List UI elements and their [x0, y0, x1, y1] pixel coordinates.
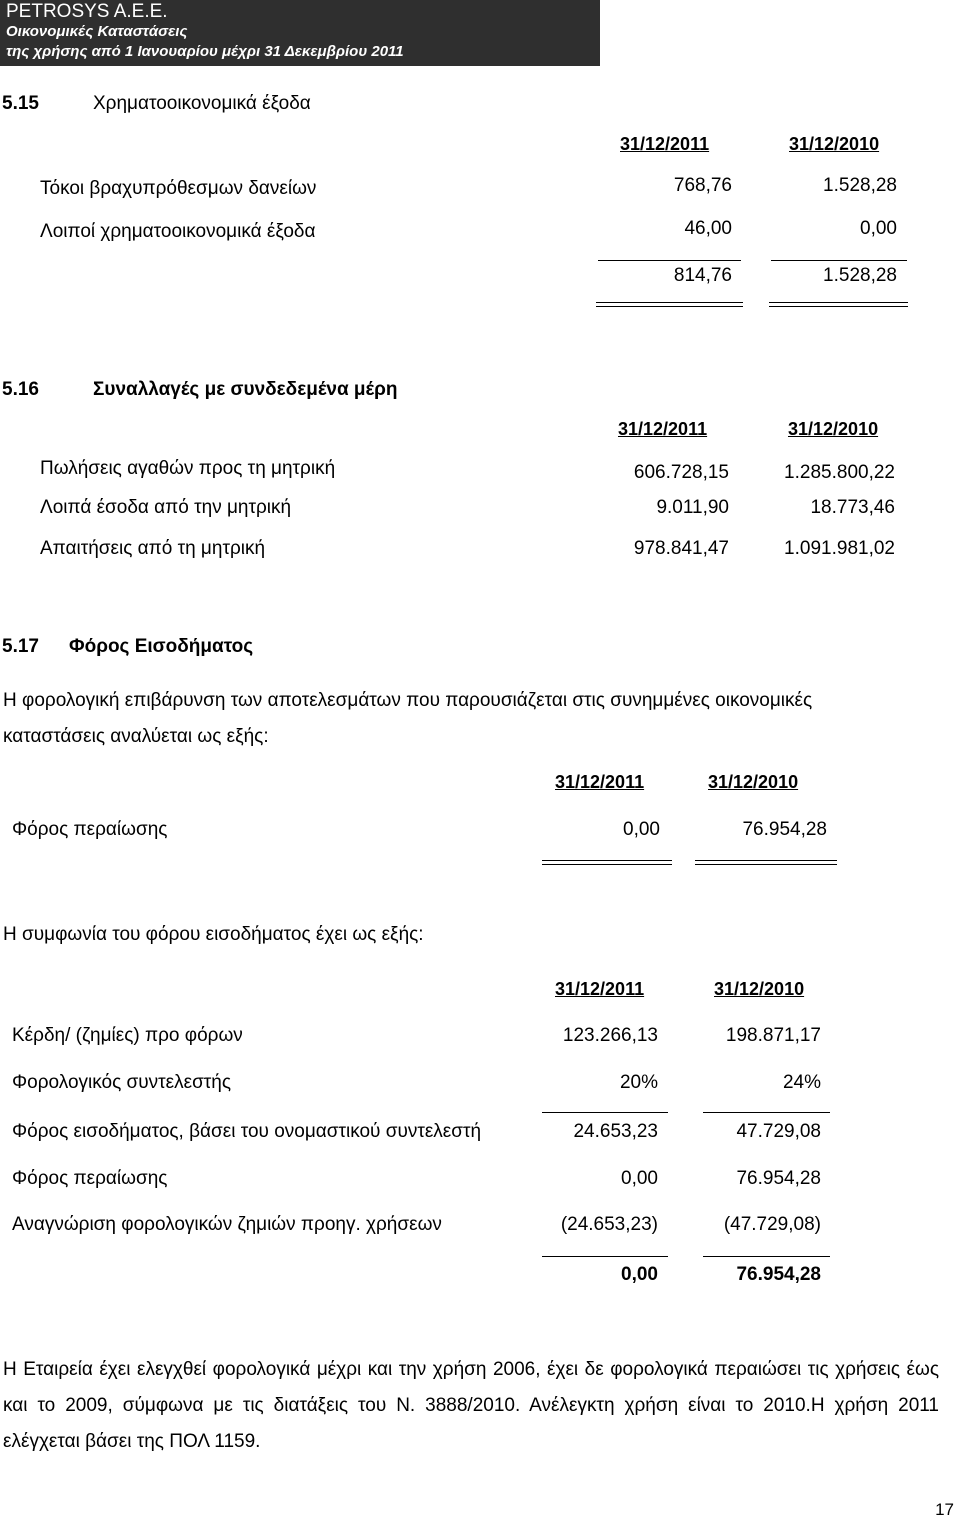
- table-cell-value: 24.653,23: [573, 1121, 658, 1142]
- table-cell-value: 20%: [619, 1072, 658, 1093]
- section-number-517: 5.17: [2, 636, 39, 657]
- table-cell-value: 198.871,17: [725, 1025, 821, 1046]
- table-cell-value: 1.285.800,22: [784, 462, 895, 483]
- s515-col-2010: 31/12/2010: [789, 134, 880, 154]
- table-cell-value: 768,76: [673, 175, 732, 196]
- subtotal-rule: [598, 260, 741, 261]
- total-value: 0,00: [621, 1264, 658, 1285]
- table-row-label: Φόρος περαίωσης: [12, 819, 168, 840]
- total-value: 1.528,28: [823, 265, 897, 286]
- section-number-515: 5.15: [2, 93, 39, 114]
- section-number-516: 5.16: [2, 379, 39, 400]
- table-cell-value: 1.528,28: [823, 175, 897, 196]
- table-row-label: Λοιπά έσοδα από την μητρική: [40, 497, 292, 518]
- table-cell-value: 123.266,13: [562, 1025, 658, 1046]
- total-double-rule: [542, 860, 672, 865]
- table-cell-value: 606.728,15: [633, 462, 729, 483]
- subtotal-rule: [703, 1256, 830, 1257]
- table-row-label: Απαιτήσεις από τη μητρική: [40, 538, 266, 559]
- total-value: 76.954,28: [736, 1264, 821, 1285]
- table-cell-value: 1.091.981,02: [784, 538, 895, 559]
- table-row-label: Κέρδη/ (ζημίες) προ φόρων: [12, 1025, 243, 1046]
- table-cell-value: 76.954,28: [742, 819, 827, 840]
- section-title-517: Φόρος Εισοδήματος: [69, 636, 254, 657]
- table-row-label: Λοιποί χρηματοοικονομικά έξοδα: [40, 221, 316, 242]
- s516-col-2010: 31/12/2010: [788, 419, 879, 439]
- subtotal-rule: [542, 1256, 668, 1257]
- company-name: PETROSYS A.E.E.: [6, 1, 168, 22]
- table-row-label: Τόκοι βραχυπρόθεσμων δανείων: [40, 178, 317, 199]
- table-row-label: Φορολογικός συντελεστής: [12, 1072, 232, 1093]
- table-cell-value: (47.729,08): [723, 1214, 821, 1235]
- intro-line: καταστάσεις αναλύεται ως εξής:: [3, 726, 269, 747]
- section-title-515: Χρηματοοικονομικά έξοδα: [93, 93, 311, 114]
- total-double-rule: [769, 302, 908, 307]
- table-cell-value: 978.841,47: [633, 538, 729, 559]
- subtotal-rule: [703, 1112, 830, 1113]
- table-cell-value: 9.011,90: [656, 497, 729, 518]
- document-subtitle: Οικονομικές Καταστάσεις: [6, 23, 188, 40]
- table-cell-value: 18.773,46: [810, 497, 895, 518]
- reconciliation-intro: Η συμφωνία του φόρου εισοδήματος έχει ως εξής:: [3, 924, 424, 945]
- s517-t1-col-2011: 31/12/2011: [555, 772, 645, 792]
- table-row-label: Φόρος περαίωσης: [12, 1168, 168, 1189]
- s517-t2-col-2011: 31/12/2011: [555, 979, 645, 999]
- table-cell-value: 0,00: [623, 819, 660, 840]
- table-cell-value: 47.729,08: [736, 1121, 821, 1142]
- s517-t1-col-2010: 31/12/2010: [708, 772, 799, 792]
- table-row-label: Φόρος εισοδήματος, βάσει του ονομαστικού συντελεστή: [12, 1121, 482, 1142]
- table-cell-value: 46,00: [684, 218, 732, 239]
- s517-t2-col-2010: 31/12/2010: [714, 979, 805, 999]
- subtotal-rule: [771, 260, 907, 261]
- table-cell-value: 24%: [782, 1072, 821, 1093]
- subtotal-rule: [542, 1112, 668, 1113]
- table-cell-value: 0,00: [860, 218, 897, 239]
- closing-paragraph: Η Εταιρεία έχει ελεγχθεί φορολογικά μέχρι και την χρήση 2006, έχει δε φορολογικά περαιώσει τις χρήσεις έως και το 2009, σύμφωνα με τις διατάξεις του Ν. 3888/2010. Ανέλεγκτη χρήση είναι το 2010.Η χρήση 2011 ελέγχεται βάσει της ΠΟΛ 1159.: [3, 1359, 939, 1452]
- table-cell-value: 76.954,28: [736, 1168, 821, 1189]
- total-double-rule: [596, 302, 743, 307]
- table-cell-value: (24.653,23): [560, 1214, 658, 1235]
- intro-line: Η φορολογική επιβάρυνση των αποτελεσμάτων που παρουσιάζεται στις συνημμένες οικονομικές: [3, 690, 813, 711]
- total-double-rule: [695, 860, 837, 865]
- table-cell-value: 0,00: [621, 1168, 658, 1189]
- page-header: [0, 0, 600, 66]
- document-period: της χρήσης από 1 Ιανουαρίου μέχρι 31 Δεκεμβρίου 2011: [6, 43, 404, 60]
- section-title-516: Συναλλαγές με συνδεδεμένα μέρη: [93, 379, 398, 400]
- s515-col-2011: 31/12/2011: [620, 134, 710, 154]
- table-row-label: Πωλήσεις αγαθών προς τη μητρική: [40, 458, 336, 479]
- table-row-label: Αναγνώριση φορολογικών ζημιών προηγ. χρήσεων: [12, 1214, 442, 1235]
- page-number: 17: [935, 1500, 954, 1519]
- total-value: 814,76: [673, 265, 732, 286]
- s516-col-2011: 31/12/2011: [618, 419, 708, 439]
